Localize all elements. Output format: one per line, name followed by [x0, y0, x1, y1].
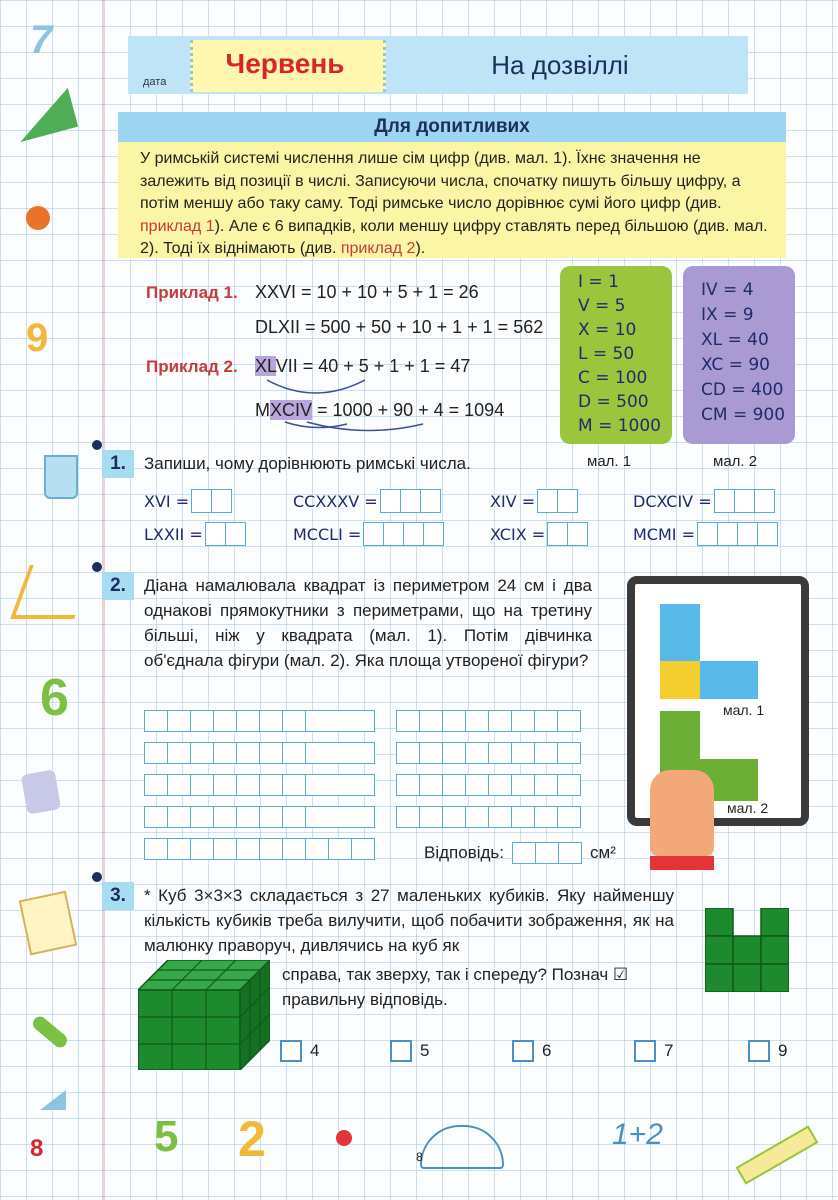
option-label: 9	[778, 1041, 788, 1060]
roman-number: XVI =	[144, 491, 190, 511]
solution-row[interactable]	[396, 710, 581, 732]
answer-option	[748, 1040, 787, 1062]
task3-text-top: * Куб 3×3×3 складається з 27 маленьких кубиків. Яку найменшу кількість кубиків треба вилучити, щоб побачити зображення, як на малюнку праворуч, дивлячись на куб як	[144, 886, 674, 955]
pin-icon	[92, 562, 102, 572]
task1-item	[144, 522, 246, 546]
solution-row[interactable]	[144, 774, 375, 796]
task1-item	[293, 522, 444, 546]
table2-row: CM = 900	[701, 405, 786, 425]
solution-row[interactable]	[396, 806, 581, 828]
table2-row: CD = 400	[701, 380, 784, 400]
solution-row[interactable]	[144, 742, 375, 764]
arrow-iv	[307, 422, 423, 431]
section-subtitle: На дозвіллі	[491, 50, 629, 80]
solution-grid-left	[144, 710, 375, 860]
subtractive-pair-xc: XC	[270, 400, 296, 420]
table2-caption: мал. 2	[713, 453, 758, 470]
answer-cells[interactable]	[205, 522, 246, 546]
cube-view-shape	[705, 908, 789, 992]
answer-cells[interactable]	[697, 522, 778, 546]
task1-item	[490, 489, 578, 513]
page-number: 8	[30, 1135, 44, 1162]
answer-option	[280, 1040, 319, 1062]
table1-row: D = 500	[578, 392, 649, 412]
option-checkbox[interactable]	[390, 1040, 412, 1062]
pushpin-icon	[336, 1130, 352, 1146]
sleeve-icon	[650, 856, 714, 870]
task2-text: Діана намалювала квадрат із периметром 24 см і два однакові прямокутники з периметрами, що на третину більші, ніж у квадрата (мал. 1). Потім дівчинка об'єднала фігури (мал. 2). Яка площа утвореної фігури?	[144, 576, 592, 670]
roman-number: DCXCIV =	[633, 491, 712, 511]
curious-text-p1: У римській системі числення лише сім цифр (див. мал. 1). Їхнє значення не залежить від позиції в числі. Записуючи числа, спочатку пишуть більшу цифру, а потім меншу або таку саму. Тоді римське число дорівнює сумі його цифр (див.	[140, 150, 741, 212]
curious-text-p3: ).	[415, 240, 426, 257]
decor-sum: 1+2	[612, 1118, 663, 1151]
answer-cells[interactable]	[380, 489, 441, 513]
task1-item	[633, 489, 775, 513]
task3-number: 3.	[102, 882, 134, 910]
pointing-hand-icon	[650, 770, 714, 856]
solution-row[interactable]	[144, 838, 375, 860]
example2-line2-rest: = 1000 + 90 + 4 = 1094	[312, 400, 505, 420]
solution-row[interactable]	[144, 806, 375, 828]
page-number-small: 8	[416, 1150, 423, 1164]
pencil-cup-icon	[44, 455, 78, 499]
example1-ref: приклад 1	[140, 217, 215, 235]
task1-item	[633, 522, 778, 546]
open-book-icon	[420, 1125, 504, 1169]
answer-option	[634, 1040, 673, 1062]
example2-ref: приклад 2	[340, 240, 416, 257]
answer-option	[512, 1040, 551, 1062]
curious-title: Для допитливих	[374, 116, 530, 137]
example1-label: Приклад 1.	[146, 283, 238, 302]
answer-line	[424, 840, 616, 865]
table1-row: L = 50	[578, 344, 635, 364]
example2-line2-pre: M	[255, 400, 270, 420]
example1-line1: XXVI = 10 + 10 + 5 + 1 = 26	[255, 282, 479, 302]
answer-option	[390, 1040, 429, 1062]
month-title: Червень	[225, 48, 345, 79]
option-label: 7	[664, 1041, 674, 1060]
answer-unit: см²	[590, 843, 616, 862]
curious-text-p2: ). Але є 6 випадків, коли меншу цифру ставлять перед більшою (див. мал. 2). Тоді їх віднімають (див.	[140, 217, 768, 257]
answer-cells[interactable]	[537, 489, 578, 513]
example2-line1-rest: VII = 40 + 5 + 1 + 1 = 47	[275, 356, 471, 376]
example1-line2: DLXII = 500 + 50 + 10 + 1 + 1 = 562	[255, 317, 544, 337]
table2-row: IV = 4	[701, 280, 754, 300]
glue-stick-icon	[30, 1014, 70, 1050]
answer-cells[interactable]	[714, 489, 775, 513]
table2-row: XL = 40	[701, 330, 769, 350]
table1-row: X = 10	[578, 320, 637, 340]
fig2-caption: мал. 2	[727, 800, 769, 816]
option-checkbox[interactable]	[748, 1040, 770, 1062]
notebook-icon	[19, 891, 78, 956]
curious-text	[140, 148, 770, 261]
roman-table-subtractive	[683, 266, 795, 444]
task1-item	[293, 489, 441, 513]
solution-grid-right	[396, 710, 581, 828]
paper-plane-icon	[40, 1090, 66, 1110]
roman-number: XIV =	[490, 491, 536, 511]
decor-digit-2: 2	[238, 1111, 266, 1167]
cube-3x3x3	[138, 960, 270, 1070]
option-label: 5	[420, 1041, 430, 1060]
task3-text-bottom: справа, так зверху, так і спереду? Познач ☑ правильну відповідь.	[282, 965, 629, 1009]
decor-digit-6: 6	[40, 669, 69, 727]
table1-row: I = 1	[578, 272, 619, 292]
roman-number: LXXII =	[144, 524, 203, 544]
subtractive-pair-iv: IV	[295, 400, 313, 420]
ruler-icon	[736, 1125, 819, 1184]
table2-row: XC = 90	[701, 355, 770, 375]
compass-icon	[10, 565, 94, 619]
pin-icon	[92, 440, 102, 450]
table1-row: C = 100	[578, 368, 648, 388]
apple-icon	[26, 206, 50, 230]
task1-item	[144, 489, 232, 513]
answer-cells[interactable]	[363, 522, 444, 546]
example2-label: Приклад 2.	[146, 357, 238, 376]
roman-number: MCMI =	[633, 524, 695, 544]
blue-rect-horizontal	[700, 661, 758, 699]
option-checkbox[interactable]	[280, 1040, 302, 1062]
answer-cells[interactable]	[191, 489, 232, 513]
table1-row: V = 5	[578, 296, 626, 316]
task1-item	[490, 522, 588, 546]
answer-cells[interactable]	[547, 522, 588, 546]
subtractive-pair-xl: XL	[255, 356, 276, 376]
option-label: 4	[310, 1041, 320, 1060]
example-arrows	[255, 366, 515, 436]
table2-row: IX = 9	[701, 305, 754, 325]
triangle-ruler-icon	[10, 88, 78, 142]
answer-cells[interactable]	[512, 842, 582, 864]
solution-row[interactable]	[144, 710, 375, 732]
roman-number: CCXXXV =	[293, 491, 378, 511]
pin-icon	[92, 872, 102, 882]
option-checkbox[interactable]	[634, 1040, 656, 1062]
decor-digit-9: 9	[26, 316, 49, 360]
date-label: дата	[143, 76, 167, 88]
yellow-square	[660, 661, 700, 699]
roman-table-basic	[560, 266, 672, 444]
decor-digit-5: 5	[154, 1112, 179, 1161]
arrow-xl	[267, 380, 365, 393]
fig1-caption: мал. 1	[723, 702, 765, 718]
table1-row: M = 1000	[578, 416, 661, 436]
option-label: 6	[542, 1041, 552, 1060]
roman-number: XCIX =	[490, 524, 546, 544]
option-checkbox[interactable]	[512, 1040, 534, 1062]
task2-number: 2.	[102, 572, 134, 600]
solution-row[interactable]	[396, 742, 581, 764]
table1-caption: мал. 1	[587, 453, 632, 470]
solution-row[interactable]	[396, 774, 581, 796]
task1-text: Запиши, чому дорівнюють римські числа.	[144, 454, 471, 473]
calculator-icon	[21, 769, 61, 814]
answer-label: Відповідь:	[424, 843, 505, 862]
decor-digit-7: 7	[30, 18, 53, 62]
task1-number: 1.	[102, 450, 134, 478]
notebook-margin-line	[102, 0, 104, 1200]
roman-number: MCCLI =	[293, 524, 362, 544]
blue-rect-vertical	[660, 604, 700, 661]
